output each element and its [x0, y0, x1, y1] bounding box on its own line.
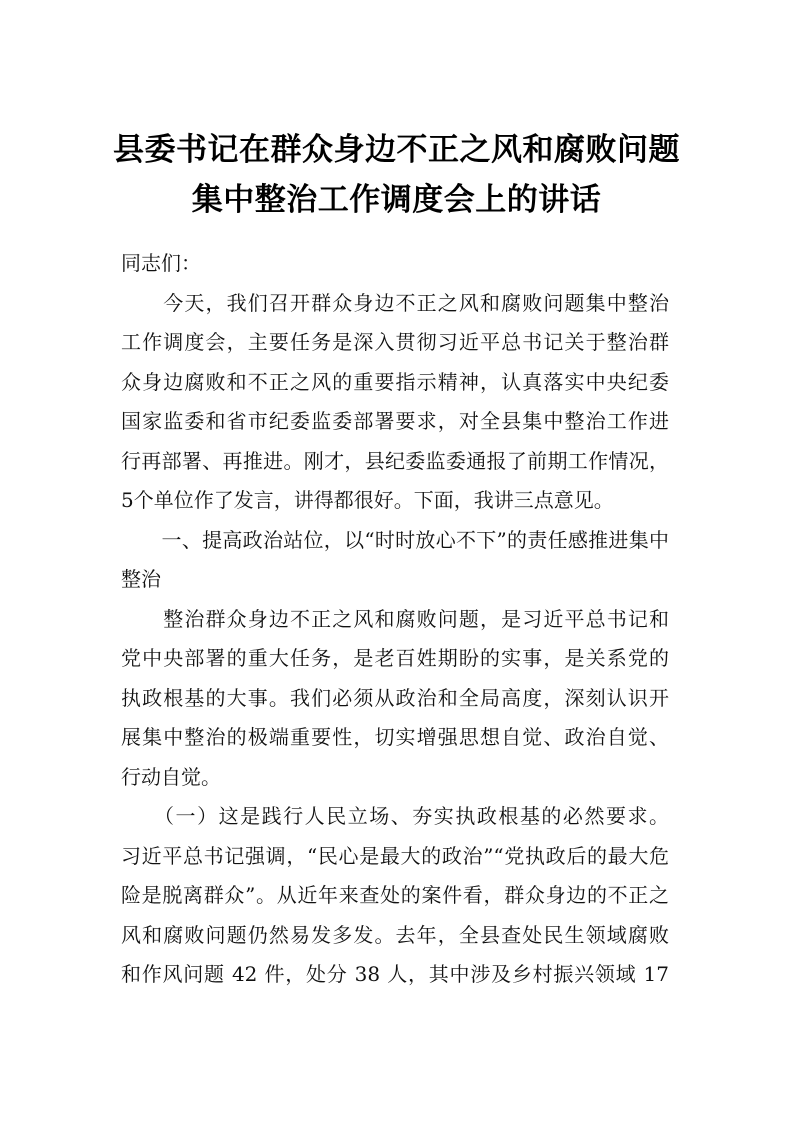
paragraph-line: 风和腐败问题仍然易发多发。去年，全县查处民生领域腐败: [121, 922, 669, 947]
paragraph-line: 展集中整治的极端重要性，切实增强思想自觉、政治自觉、: [121, 725, 669, 749]
paragraph-line: 工作调度会，主要任务是深入贯彻习近平总书记关于整治群: [121, 330, 669, 354]
paragraph-line: 今天，我们召开群众身边不正之风和腐败问题集中整治: [121, 290, 669, 315]
paragraph-line: 5个单位作了发言，讲得都很好。下面，我讲三点意见。: [121, 488, 614, 512]
paragraph-line: 党中央部署的重大任务，是老百姓期盼的实事，是关系党的: [121, 646, 669, 670]
document-title-line-2: 集中整治工作调度会上的讲话: [191, 182, 602, 218]
paragraph-line: 行动自觉。: [121, 764, 221, 789]
paragraph-line: （一）这是践行人民立场、夯实执政根基的必然要求。: [121, 804, 669, 828]
section-heading-line: 整治: [121, 567, 161, 591]
section-heading-line: 一、提高政治站位，以“时时放心不下”的责任感推进集中: [121, 527, 669, 552]
paragraph-line: 整治群众身边不正之风和腐败问题，是习近平总书记和: [121, 606, 669, 631]
paragraph-line: 行再部署、再推进。刚才，县纪委监委通报了前期工作情况，: [121, 448, 669, 473]
salutation: 同志们：: [121, 251, 201, 275]
paragraph-line: 习近平总书记强调，“民心是最大的政治”“党执政后的最大危: [121, 843, 669, 868]
paragraph-line: 国家监委和省市纪委监委部署要求，对全县集中整治工作进: [121, 409, 669, 433]
paragraph-line: 险是脱离群众”。从近年来查处的案件看，群众身边的不正之: [121, 883, 669, 907]
document-title-line-1: 县委书记在群众身边不正之风和腐败问题: [113, 132, 680, 168]
paragraph-line: 众身边腐败和不正之风的重要指示精神，认真落实中央纪委: [121, 369, 669, 394]
paragraph-line: 执政根基的大事。我们必须从政治和全局高度，深刻认识开: [121, 685, 669, 710]
paragraph-line: 和作风问题 42 件，处分 38 人，其中涉及乡村振兴领域 17: [121, 962, 669, 986]
